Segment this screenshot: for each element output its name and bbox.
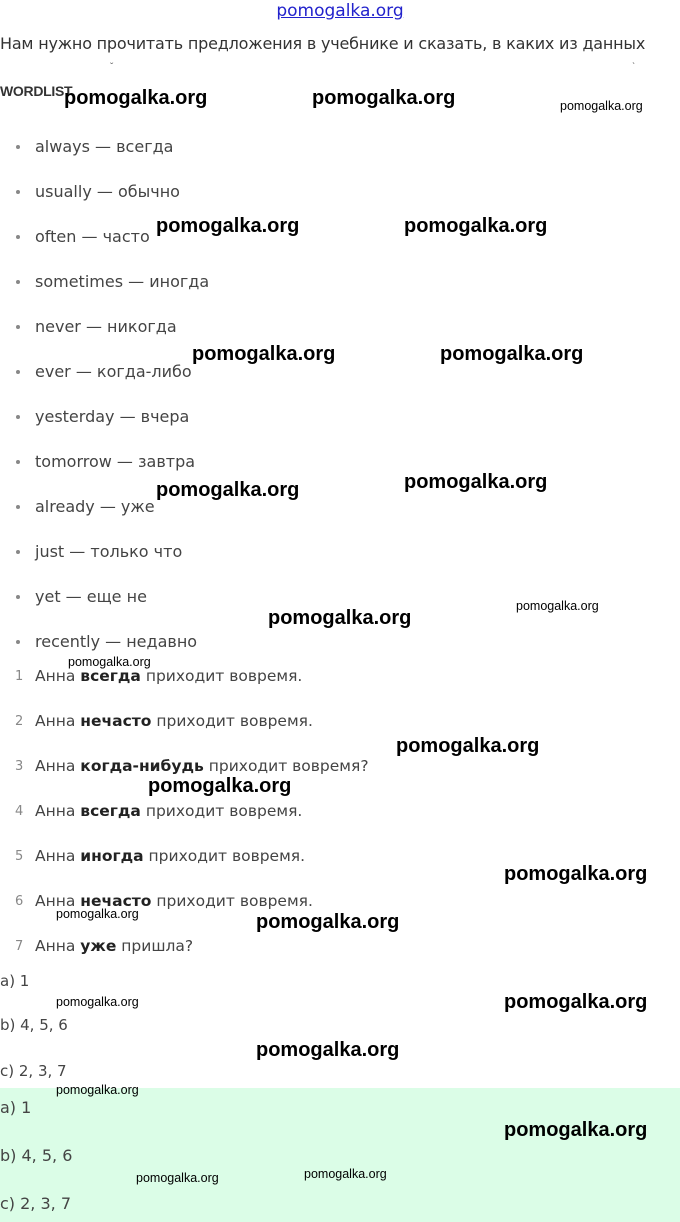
adverb-highlight: нечасто: [80, 712, 152, 730]
watermark: pomogalka.org: [56, 907, 139, 921]
option-b: b) 4, 5, 6: [0, 1016, 68, 1034]
wordlist-item: often — часто: [16, 227, 150, 247]
bullet-icon: [16, 370, 20, 374]
watermark: pomogalka.org: [404, 215, 548, 237]
wordlist-item: yet — еще не: [16, 587, 147, 607]
bullet-icon: [16, 145, 20, 149]
adverb-highlight: всегда: [80, 802, 141, 820]
wordlist-item: never — никогда: [16, 317, 177, 337]
watermark: pomogalka.org: [504, 1119, 648, 1141]
adverb-highlight: всегда: [80, 667, 141, 685]
watermark: pomogalka.org: [192, 343, 336, 365]
bullet-icon: [16, 235, 20, 239]
bullet-icon: [16, 325, 20, 329]
watermark: pomogalka.org: [560, 99, 643, 113]
bullet-icon: [16, 190, 20, 194]
sentence-number: 2: [15, 714, 24, 729]
sentence-number: 5: [15, 849, 24, 864]
wordlist-item: yesterday — вчера: [16, 407, 189, 427]
crop-mark: ˇ: [110, 62, 114, 73]
watermark: pomogalka.org: [148, 775, 292, 797]
adverb-highlight: нечасто: [80, 892, 152, 910]
intro-text: Нам нужно прочитать предложения в учебнике и сказать, в каких из данных: [0, 34, 646, 53]
adverb-highlight: когда-нибудь: [80, 757, 204, 775]
bullet-icon: [16, 460, 20, 464]
wordlist-item: sometimes — иногда: [16, 272, 209, 292]
watermark: pomogalka.org: [156, 215, 300, 237]
watermark: pomogalka.org: [504, 991, 648, 1013]
wordlist-item: always — всегда: [16, 137, 173, 157]
answer-a: a) 1: [0, 1098, 32, 1117]
watermark: pomogalka.org: [64, 87, 208, 109]
watermark: pomogalka.org: [256, 911, 400, 933]
watermark: pomogalka.org: [68, 655, 151, 669]
watermark: pomogalka.org: [268, 607, 412, 629]
bullet-icon: [16, 640, 20, 644]
option-a: a) 1: [0, 972, 30, 990]
adverb-highlight: иногда: [80, 847, 144, 865]
crop-mark: ˋ: [632, 62, 636, 73]
bullet-icon: [16, 280, 20, 284]
sentence-number: 1: [15, 669, 24, 684]
watermark: pomogalka.org: [56, 995, 139, 1009]
wordlist-item: tomorrow — завтра: [16, 452, 195, 472]
watermark: pomogalka.org: [56, 1083, 139, 1097]
watermark: pomogalka.org: [304, 1167, 387, 1181]
option-c: c) 2, 3, 7: [0, 1062, 67, 1080]
bullet-icon: [16, 550, 20, 554]
sentence-number: 7: [15, 939, 24, 954]
watermark: pomogalka.org: [136, 1171, 219, 1185]
sentence-number: 4: [15, 804, 24, 819]
watermark: pomogalka.org: [404, 471, 548, 493]
answer-box: [0, 1088, 680, 1222]
watermark: pomogalka.org: [156, 479, 300, 501]
wordlist-title: WORDLIST: [0, 83, 73, 99]
bullet-icon: [16, 505, 20, 509]
wordlist-item: just — только что: [16, 542, 182, 562]
answer-b: b) 4, 5, 6: [0, 1146, 73, 1165]
answer-c: c) 2, 3, 7: [0, 1194, 72, 1213]
sentence-number: 3: [15, 759, 24, 774]
adverb-highlight: уже: [80, 937, 117, 955]
watermark: pomogalka.org: [256, 1039, 400, 1061]
watermark: pomogalka.org: [396, 735, 540, 757]
sentence-number: 6: [15, 894, 24, 909]
watermark: pomogalka.org: [504, 863, 648, 885]
wordlist-item: recently — недавно: [16, 632, 197, 652]
wordlist-item: already — уже: [16, 497, 155, 517]
bullet-icon: [16, 415, 20, 419]
bullet-icon: [16, 595, 20, 599]
site-header-link[interactable]: pomogalka.org: [276, 1, 404, 21]
watermark: pomogalka.org: [312, 87, 456, 109]
wordlist-item: ever — когда-либо: [16, 362, 192, 382]
watermark: pomogalka.org: [440, 343, 584, 365]
wordlist-item: usually — обычно: [16, 182, 180, 202]
watermark: pomogalka.org: [516, 599, 599, 613]
